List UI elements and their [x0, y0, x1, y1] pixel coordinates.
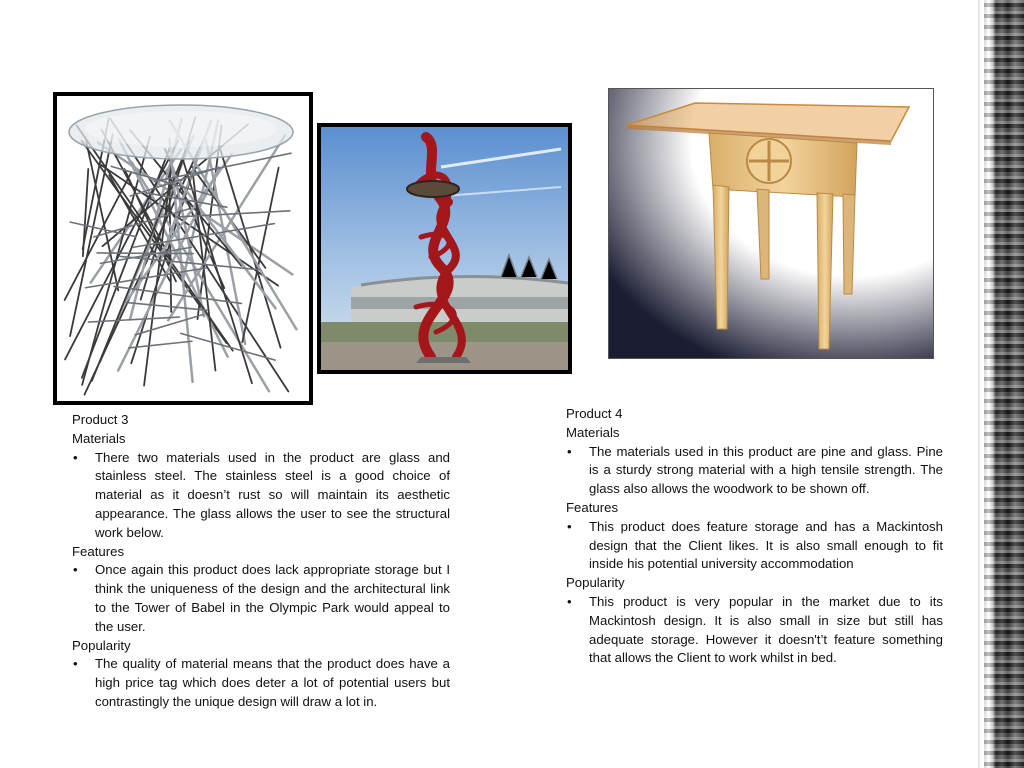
pine-glass-table-image: [608, 88, 934, 359]
list-item: • This product does feature storage and has a Mackintosh design that the Client likes. It is also small enough to fit inside his potential university accommodation: [566, 518, 943, 574]
section-heading-features: Features: [72, 543, 125, 559]
section-heading-materials: Materials: [566, 424, 620, 440]
steel-table-illustration: [57, 96, 309, 401]
list-item: • Once again this product does lack appropriate storage but I think the uniqueness of the design and the architectural link to the Tower of Babel in the Olympic Park would appeal to the user.: [72, 561, 450, 636]
product-title: Product 4: [566, 406, 623, 421]
features-list: [566, 518, 943, 574]
steel-rod: [83, 169, 88, 256]
product-3-description: [72, 411, 450, 712]
product-title: Product 3: [72, 412, 129, 427]
steel-rod: [126, 302, 207, 310]
popularity-list: [566, 593, 943, 668]
list-item: • The quality of material means that the product does have a high price tag which does deter a lot of potential users but contrastingly the unique design will draw a lot in.: [72, 655, 450, 711]
steel-rod: [97, 253, 193, 254]
list-item: • This product is very popular in the market due to its Mackintosh design. It is also small in size but still has adequate storage. However it doesn't’t feature something that allows the Client to work whilst in bed.: [566, 593, 943, 668]
section-heading-features: Features: [566, 499, 619, 515]
edge-divider: [978, 0, 980, 768]
decorative-edge-strip: [984, 0, 1024, 768]
section-heading-materials: Materials: [72, 430, 126, 446]
orbit-tower-image: [317, 123, 572, 374]
materials-list: [566, 443, 943, 499]
features-list: [72, 561, 450, 636]
steel-glass-table-image: [53, 92, 313, 405]
orbit-tower-illustration: [321, 127, 568, 370]
section-heading-popularity: Popularity: [566, 575, 625, 591]
list-item: • There two materials used in the product are glass and stainless steel. The stainless steel is a good choice of material as it doesn’t rust so will maintain its aesthetic appearance. The glass allows the user to see the structural work below.: [72, 449, 450, 543]
list-item: • The materials used in this product are pine and glass. Pine is a sturdy strong material with a high tensile strength. The glass also allows the woodwork to be shown off.: [566, 443, 943, 499]
materials-list: [72, 449, 450, 543]
section-heading-popularity: Popularity: [72, 637, 131, 653]
pine-table-illustration: [609, 89, 933, 358]
product-4-description: [566, 405, 943, 668]
popularity-list: [72, 655, 450, 711]
steel-rod: [88, 317, 179, 322]
